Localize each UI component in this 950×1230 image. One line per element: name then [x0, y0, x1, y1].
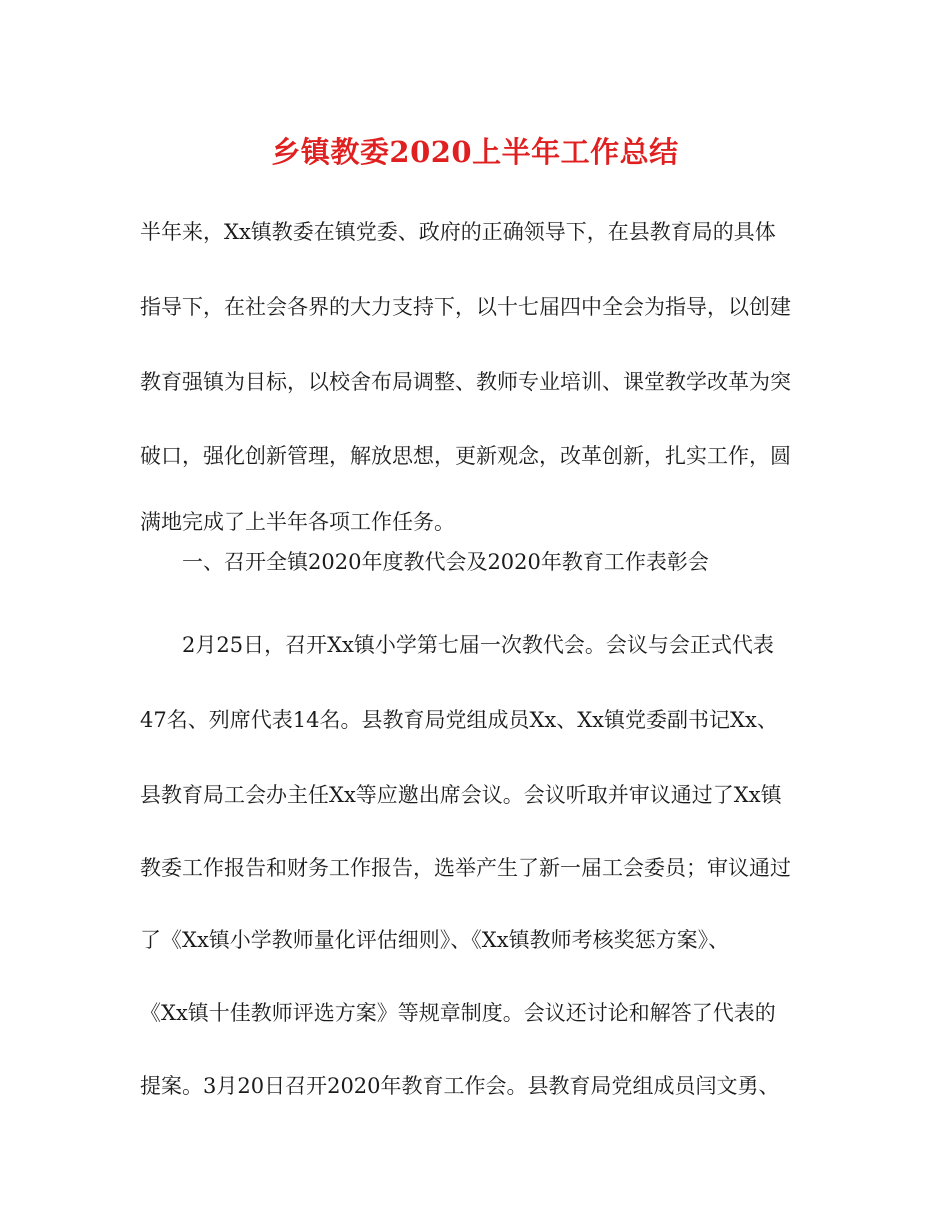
paragraph-line: 指导下，在社会各界的大力支持下，以十七届四中全会为指导，以创建: [140, 295, 791, 319]
document-title: 乡镇教委2020上半年工作总结: [271, 135, 679, 169]
paragraph-line: 破口，强化创新管理，解放思想，更新观念，改革创新，扎实工作，圆: [140, 444, 791, 468]
paragraph-line: 满地完成了上半年各项工作任务。: [140, 510, 455, 534]
paragraph-line: 教委工作报告和财务工作报告，选举产生了新一届工会委员；审议通过: [140, 856, 791, 880]
paragraph-line: 2月25日，召开Xx镇小学第七届一次教代会。会议与会正式代表: [182, 633, 774, 657]
paragraph-line: 半年来，Xx镇教委在镇党委、政府的正确领导下，在县教育局的具体: [140, 220, 776, 244]
paragraph-line: 教育强镇为目标，以校舍布局调整、教师专业培训、课堂教学改革为突: [140, 370, 791, 394]
paragraph-line: 了《Xx镇小学教师量化评估细则》、《Xx镇教师考核奖惩方案》、: [140, 928, 730, 952]
paragraph-line: 47名、列席代表14名。县教育局党组成员Xx、Xx镇党委副书记Xx、: [140, 708, 778, 732]
section-heading: 一、召开全镇2020年度教代会及2020年教育工作表彰会: [182, 550, 709, 574]
paragraph-line: 提案。3月20日召开2020年教育工作会。县教育局党组成员闫文勇、: [140, 1074, 780, 1098]
paragraph-line: 《Xx镇十佳教师评选方案》等规章制度。会议还讨论和解答了代表的: [140, 1001, 776, 1025]
paragraph-line: 县教育局工会办主任Xx等应邀出席会议。会议听取并审议通过了Xx镇: [140, 783, 782, 807]
